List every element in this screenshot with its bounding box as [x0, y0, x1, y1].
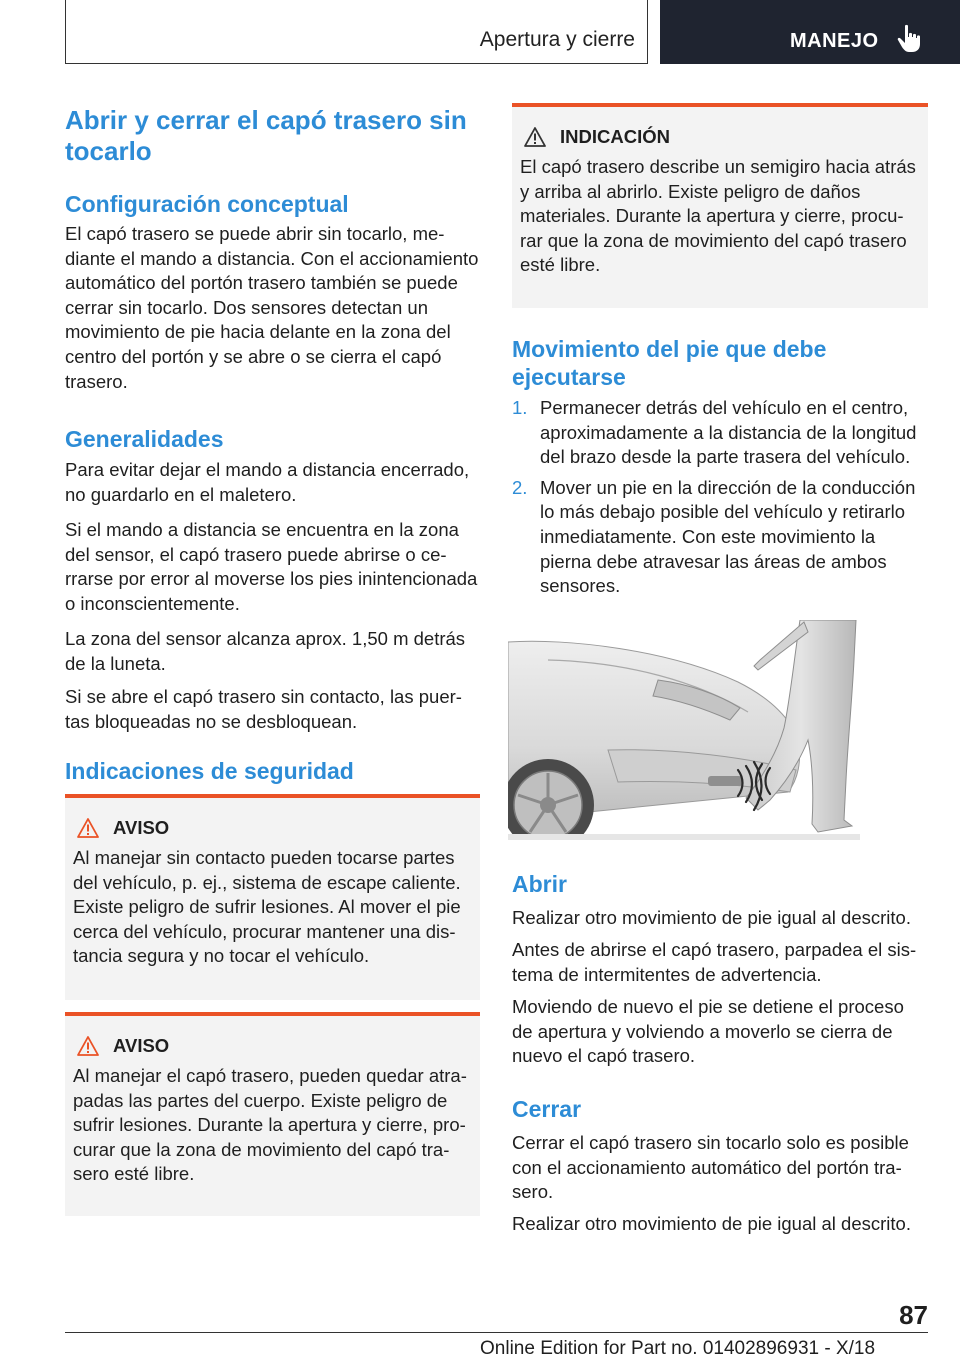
close-text-1: Cerrar el capó trasero sin tocarlo solo es posible con el accionamiento automático del portón trasero. — [512, 1132, 909, 1203]
warning-title-1 — [77, 816, 470, 840]
concept-text: El capó trasero se puede abrir sin tocarlo, mediante el mando a distancia. Con el accionamiento automático del portón trasero también se puede cerrar sin tocarlo. Dos sensores detectan un movimiento de pie hacia delante en la zona del centro del portón y se abre o se cierra el capó trasero. — [65, 223, 479, 392]
warning-text-1: Al manejar sin contacto pueden tocarse partes del vehículo, p. ej., sistema de escape caliente. Existe peligro de sufrir lesiones. Al mover el pie cerca del vehículo, procurar mantener una distancia segura y no tocar el vehículo. — [73, 847, 461, 967]
step-number: 2. — [512, 476, 528, 498]
page-number: 87 — [899, 1300, 928, 1330]
notice-box — [512, 103, 928, 308]
warning-box-1 — [65, 794, 480, 1000]
hand-pointer-icon — [897, 24, 923, 54]
list-item — [512, 396, 928, 470]
step-text: Mover un pie en la dirección de la conducción lo más debajo posible del vehículo y retirarlo inmediatamente. Con este movimiento la pierna debe atravesar las áreas de ambos sensores. — [540, 476, 916, 597]
general-text-3: La zona del sensor alcanza aprox. 1,50 m detrás de la luneta. — [65, 628, 466, 674]
notice-text: El capó trasero describe un semigiro hacia atrás y arriba al abrirlo. Existe peligro de daños materiales. Durante la apertura y cierre, procurar que la zona de movimiento del capó trasero esté libre. — [520, 156, 916, 276]
steps-list — [512, 396, 928, 605]
heading-close: Cerrar — [512, 1096, 582, 1122]
warning-triangle-icon — [524, 127, 546, 147]
general-text-1: Para evitar dejar el mando a distancia encerrado, no guardarlo en el maletero. — [65, 459, 470, 505]
warning-title-text-1: AVISO — [113, 817, 170, 838]
open-text-2: Antes de abrirse el capó trasero, parpadea el sistema de intermitentes de advertencia. — [512, 939, 917, 985]
warning-box-2 — [65, 1012, 480, 1216]
kick-sensor-illustration — [508, 620, 860, 840]
heading-general: Generalidades — [65, 426, 224, 452]
heading-foot-movement: Movimiento del pie que debe ejecutarse — [512, 336, 827, 390]
step-text: Permanecer detrás del vehículo en el centro, aproximadamente a la distancia de la longitud del brazo desde la parte trasera del vehículo. — [540, 397, 917, 468]
open-text-3: Moviendo de nuevo el pie se detiene el proceso de apertura y volviendo a moverlo se cierra de nuevo el capó trasero. — [512, 996, 904, 1067]
header-section-title: MANEJO — [790, 30, 879, 52]
header-chapter-title: Apertura y cierre — [479, 28, 635, 51]
general-text-2: Si el mando a distancia se encuentra en la zona del sensor, el capó trasero puede abrirse o cerrarse por error al moverse los pies inintencionada o inconscientemente. — [65, 519, 478, 614]
warning-title-text-2: AVISO — [113, 1035, 170, 1056]
open-text-1: Realizar otro movimiento de pie igual al descrito. — [512, 907, 911, 928]
notice-title — [524, 125, 918, 149]
step-number: 1. — [512, 397, 528, 418]
header-section-box — [660, 0, 960, 64]
warning-triangle-icon — [77, 1036, 99, 1056]
heading-concept: Configuración conceptual — [65, 191, 349, 217]
header-chapter-box — [65, 0, 648, 64]
page-title: Abrir y cerrar el capó trasero sin tocarlo — [65, 105, 467, 166]
footer-edition: Online Edition for Part no. 01402896931 - X/18 — [480, 1338, 876, 1359]
heading-safety: Indicaciones de seguridad — [65, 758, 354, 784]
warning-text-2: Al manejar el capó trasero, pueden quedar atrapadas las partes del cuerpo. Existe peligro de sufrir lesiones. Durante la apertura y cierre, procurar que la zona de movimiento del capó trasero esté libre. — [73, 1065, 467, 1185]
general-text-4: Si se abre el capó trasero sin contacto, las puertas bloqueadas no se desbloquean. — [65, 686, 462, 732]
warning-title-2 — [77, 1034, 470, 1058]
warning-triangle-icon — [77, 818, 99, 838]
close-text-2: Realizar otro movimiento de pie igual al descrito. — [512, 1213, 911, 1234]
heading-open: Abrir — [512, 871, 567, 897]
notice-title-text: INDICACIÓN — [560, 126, 670, 147]
footer-divider — [65, 1332, 928, 1333]
list-item — [512, 476, 928, 599]
